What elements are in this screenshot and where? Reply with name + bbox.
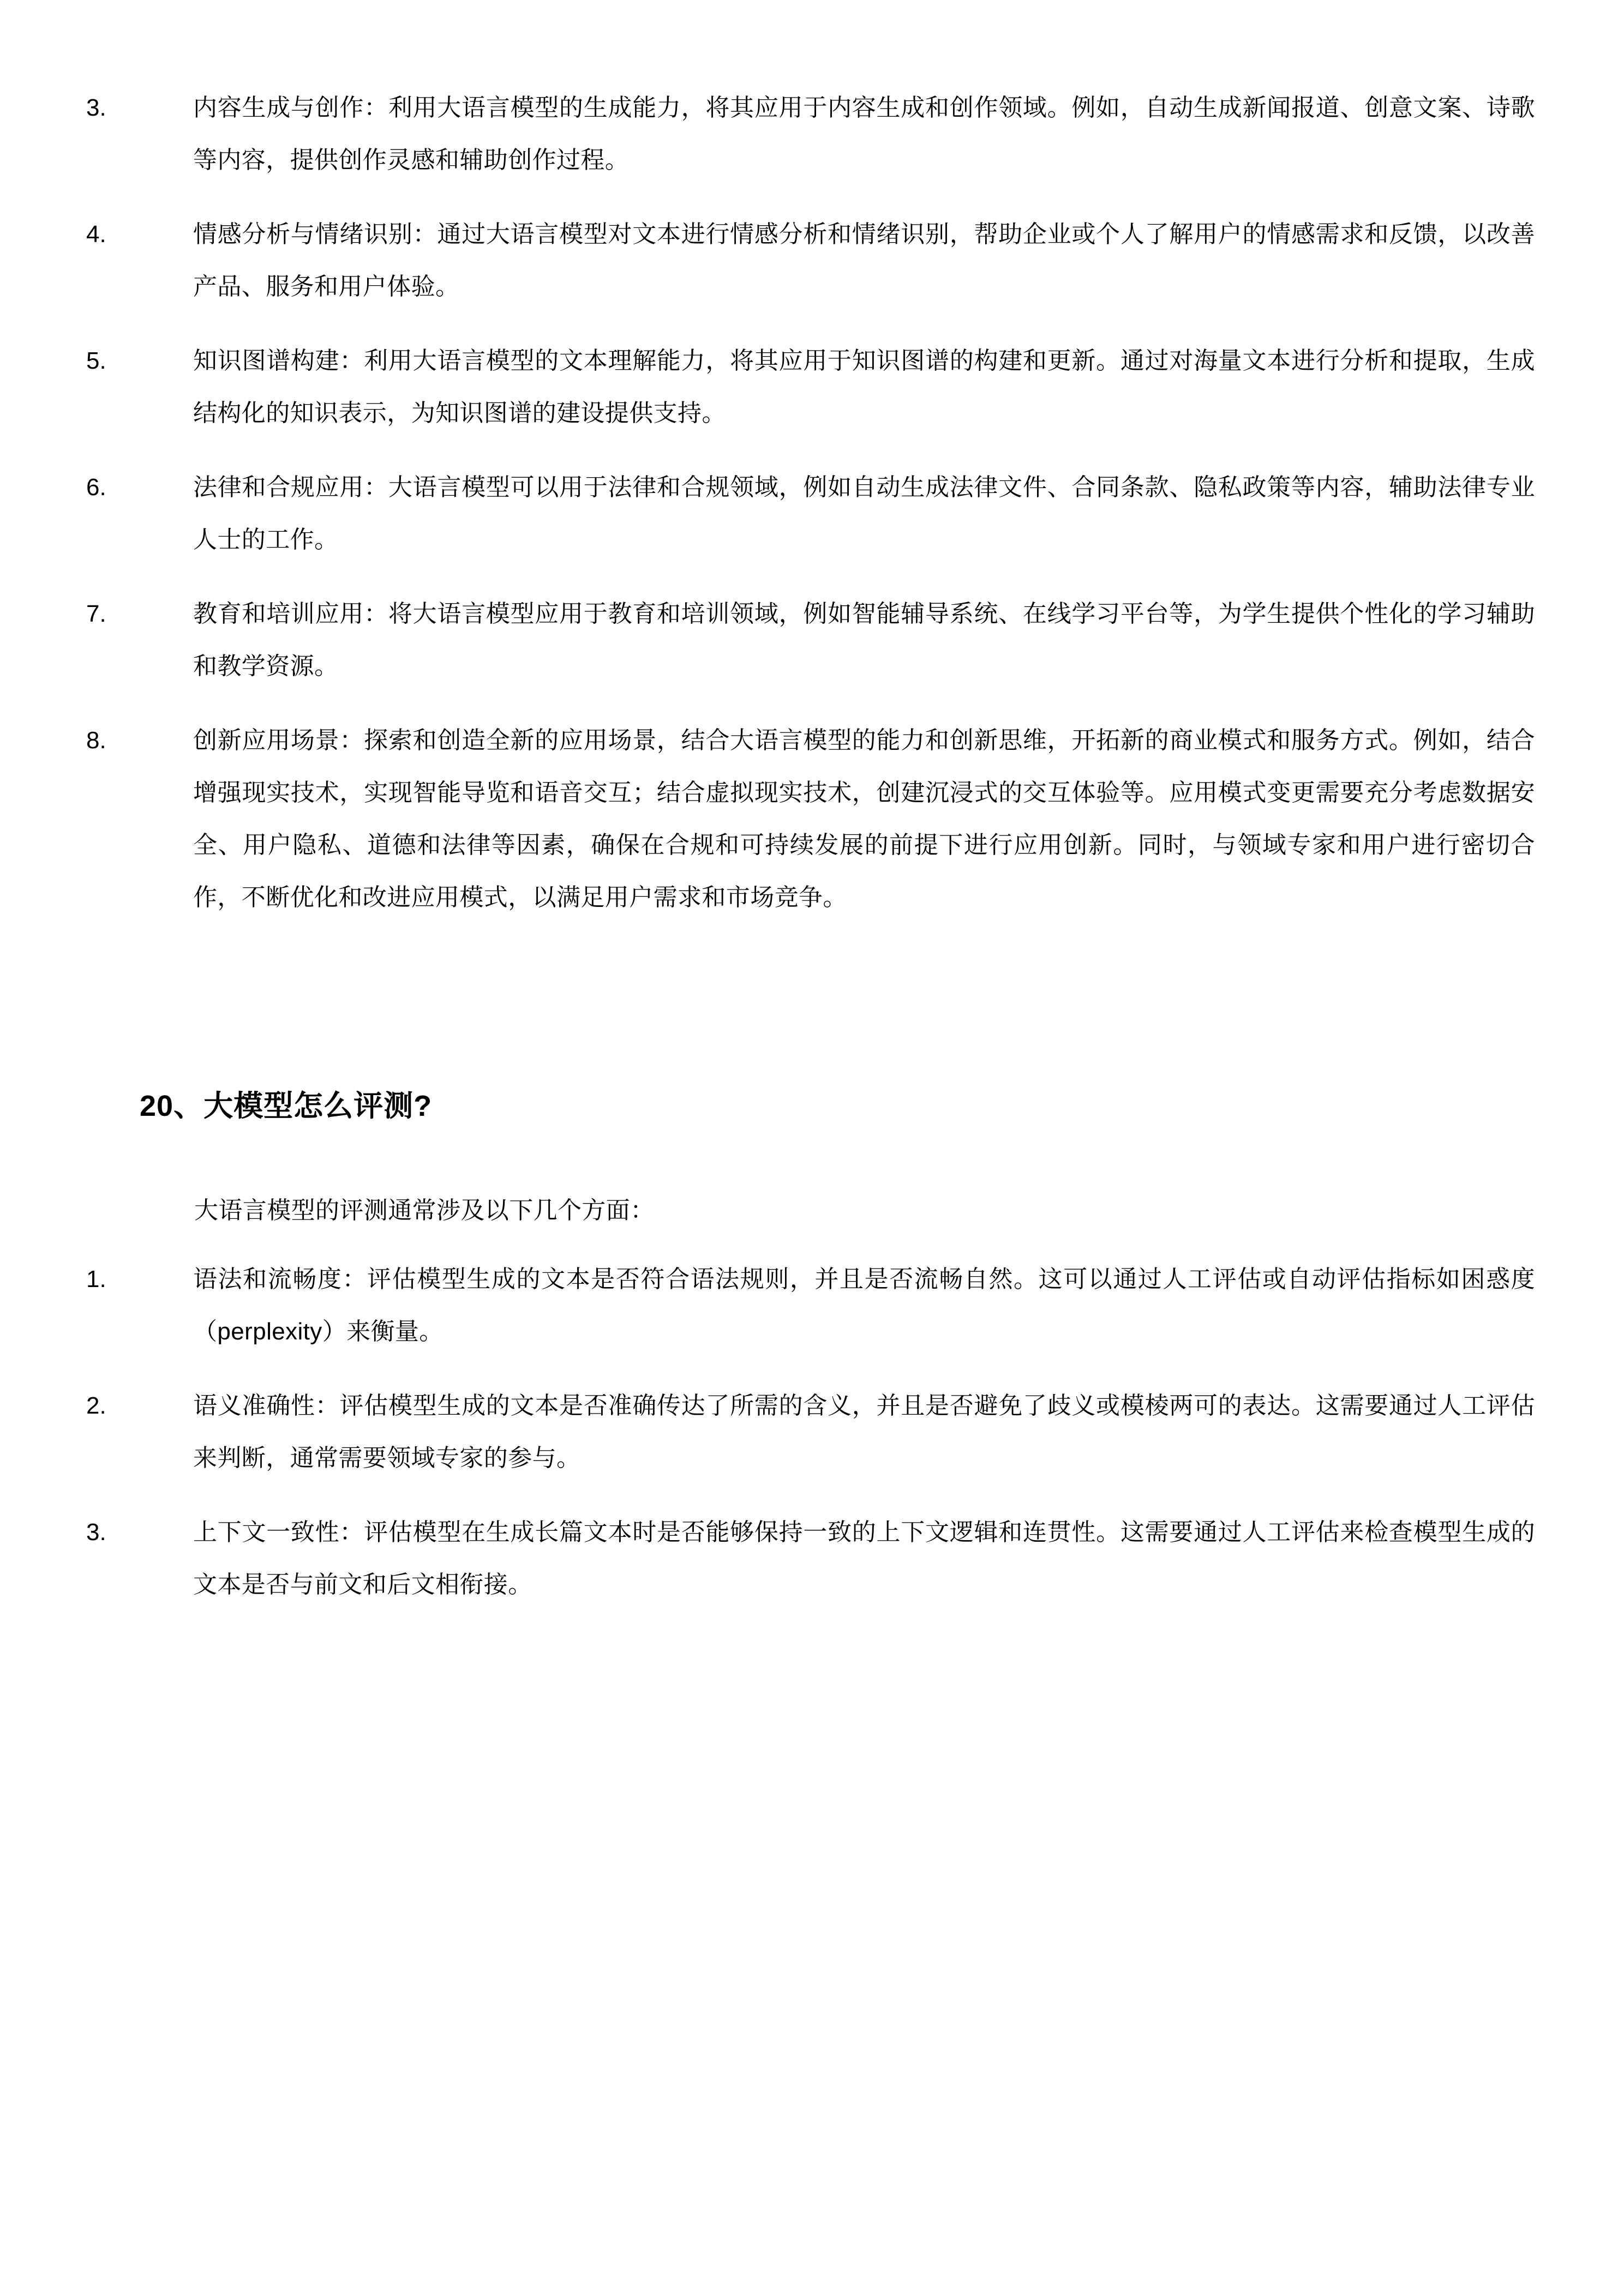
list-item [46, 588, 1535, 693]
list-item-text: 语法和流畅度：评估模型生成的文本是否符合语法规则，并且是否流畅自然。这可以通过人工评估或自动评估指标如困惑度（perplexity）来衡量。 [193, 1266, 1535, 1345]
list-item [46, 335, 1535, 440]
list-item-text: 内容生成与创作：利用大语言模型的生成能力，将其应用于内容生成和创作领域。例如，自动生成新闻报道、创意文案、诗歌等内容，提供创作灵感和辅助创作过程。 [193, 94, 1535, 173]
list-item-marker: 6. [86, 474, 106, 501]
section-heading: 20、大模型怎么评测? [140, 1090, 433, 1122]
list-item [46, 714, 1535, 924]
list-item-text: 语义准确性：评估模型生成的文本是否准确传达了所需的含义，并且是否避免了歧义或模棱两可的表达。这需要通过人工评估来判断，通常需要领域专家的参与。 [193, 1392, 1535, 1471]
list-item [46, 208, 1535, 313]
list-item [46, 82, 1535, 187]
list-item-text: 教育和培训应用：将大语言模型应用于教育和培训领域，例如智能辅导系统、在线学习平台等，为学生提供个性化的学习辅助和教学资源。 [193, 600, 1535, 680]
list-item [46, 1380, 1535, 1484]
section-lead-paragraph: 大语言模型的评测通常涉及以下几个方面： [194, 1197, 655, 1224]
list-item-marker: 3. [86, 94, 106, 121]
section-spacer [46, 946, 1535, 1027]
list-item-marker: 2. [86, 1392, 106, 1419]
list-item-text: 情感分析与情绪识别：通过大语言模型对文本进行情感分析和情绪识别，帮助企业或个人了解用户的情感需求和反馈，以改善产品、服务和用户体验。 [193, 221, 1535, 300]
list-item-marker: 7. [86, 600, 106, 627]
document-body [46, 82, 1535, 1611]
list-item [46, 461, 1535, 566]
list-item-text: 法律和合规应用：大语言模型可以用于法律和合规领域，例如自动生成法律文件、合同条款、隐私政策等内容，辅助法律专业人士的工作。 [193, 474, 1535, 553]
list-item-marker: 4. [86, 221, 106, 248]
list-item-marker: 3. [86, 1519, 106, 1546]
applications-list [46, 82, 1535, 924]
evaluation-section [46, 1080, 1535, 1611]
list-item-marker: 5. [86, 347, 106, 374]
list-item-text: 上下文一致性：评估模型在生成长篇文本时是否能够保持一致的上下文逻辑和连贯性。这需要通过人工评估来检查模型生成的文本是否与前文和后文相衔接。 [193, 1519, 1535, 1598]
list-item-marker: 1. [86, 1266, 106, 1293]
list-item-marker: 8. [86, 727, 106, 754]
list-item-text: 创新应用场景：探索和创造全新的应用场景，结合大语言模型的能力和创新思维，开拓新的商业模式和服务方式。例如，结合增强现实技术，实现智能导览和语音交互；结合虚拟现实技术，创建沉浸式的交互体验等。应用模式变更需要充分考虑数据安全、用户隐私、道德和法律等因素，确保在合规和可持续发展的前提下进行应用创新。同时，与领域专家和用户进行密切合作，不断优化和改进应用模式，以满足用户需求和市场竞争。 [193, 727, 1535, 911]
list-item [46, 1506, 1535, 1611]
list-item [46, 1253, 1535, 1358]
list-item-text: 知识图谱构建：利用大语言模型的文本理解能力，将其应用于知识图谱的构建和更新。通过对海量文本进行分析和提取，生成结构化的知识表示，为知识图谱的建设提供支持。 [193, 347, 1535, 426]
